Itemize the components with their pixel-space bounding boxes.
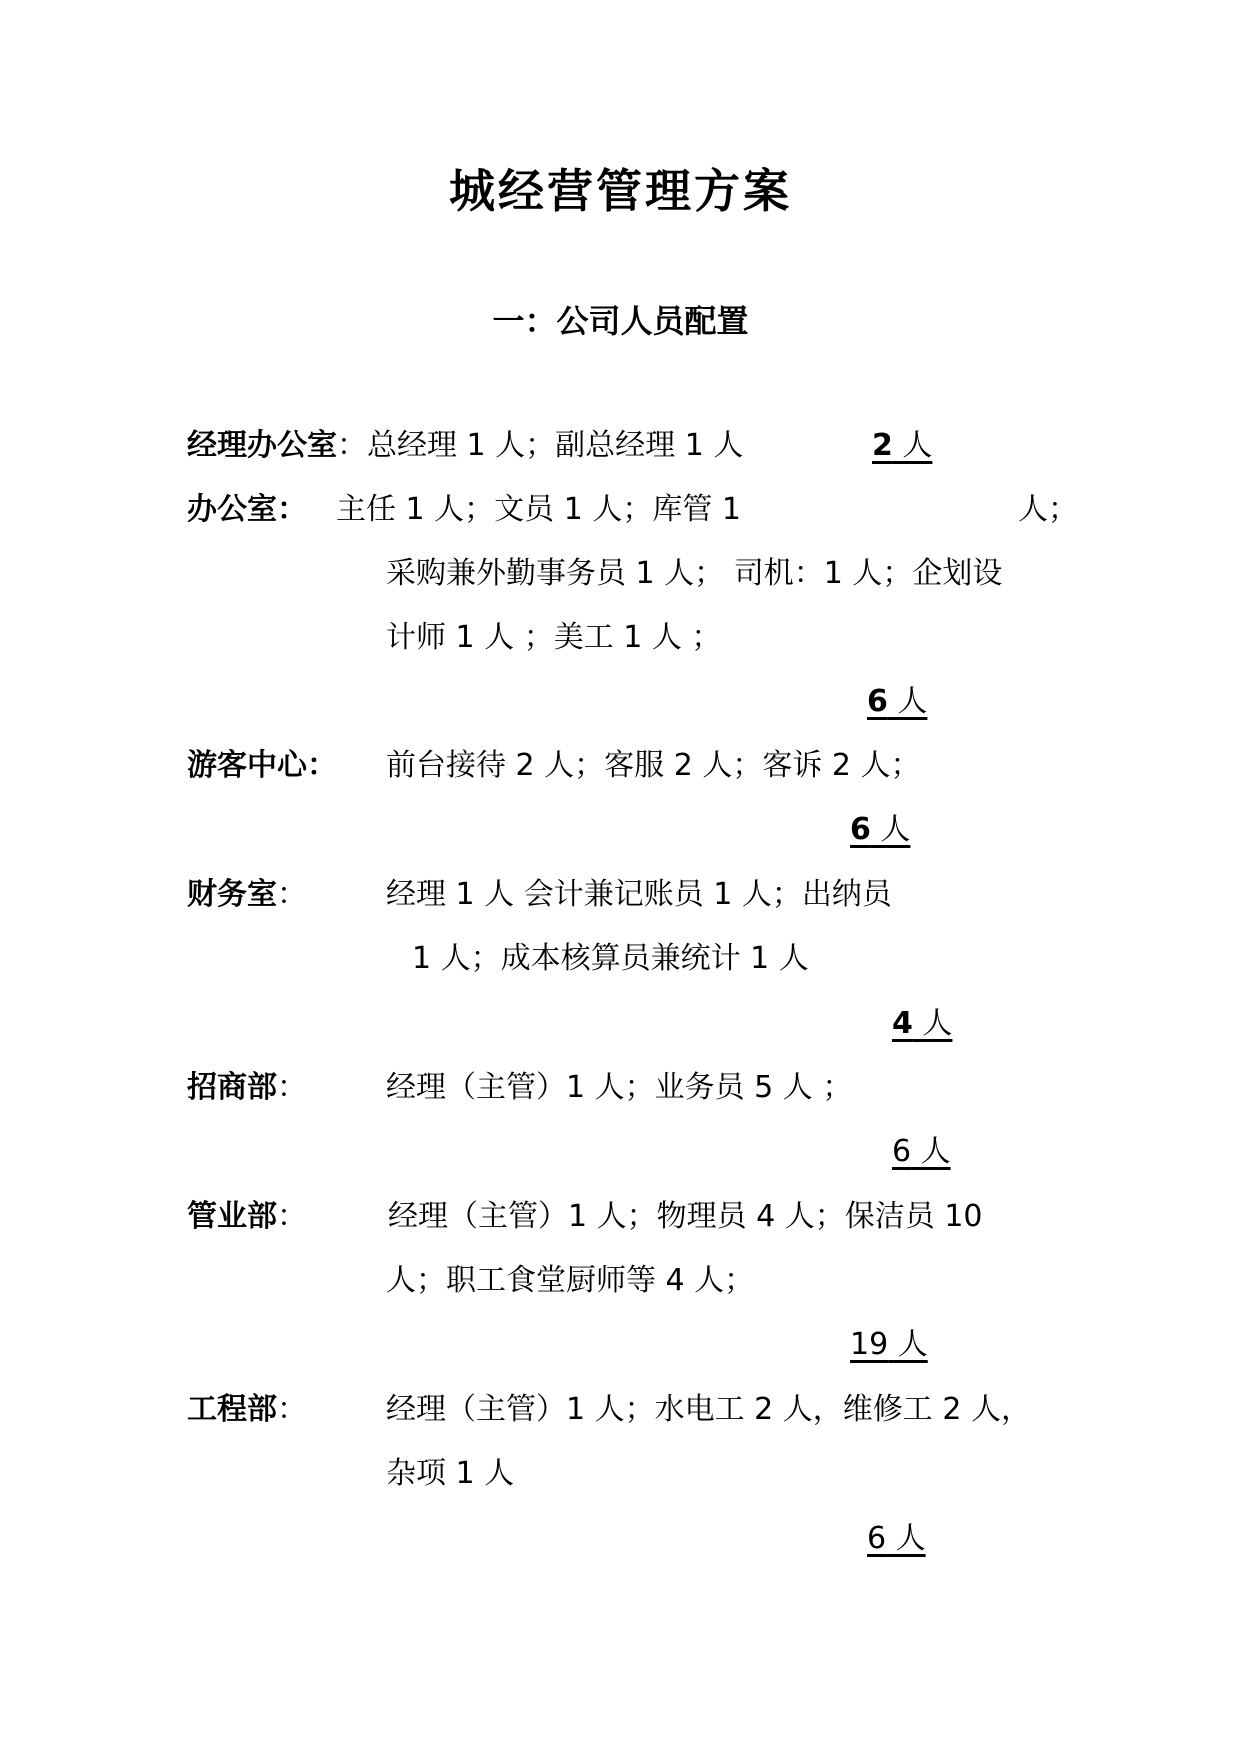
dept-name: 管业部 <box>187 1199 277 1234</box>
dept-name: 游客中心： <box>187 748 337 783</box>
total-unit: 人 <box>911 1134 951 1169</box>
dept-line: 经理（主管）1 人；物理员 4 人；保洁员 10 <box>388 1199 983 1234</box>
total-unit: 人 <box>892 428 933 463</box>
dept-finance <box>187 875 307 915</box>
dept-name: 工程部 <box>187 1392 277 1427</box>
dept-sep: ： <box>277 877 307 912</box>
dept-total <box>892 1004 952 1044</box>
dept-line: 经理（主管）1 人；水电工 2 人，维修工 2 人， <box>386 1392 1031 1427</box>
dept-total <box>867 1519 926 1559</box>
dept-line: 主任 1 人；文员 1 人；库管 1 <box>336 492 741 527</box>
total-unit: 人 <box>870 812 911 847</box>
dept-engineering <box>187 1390 307 1430</box>
dept-total <box>892 1132 951 1172</box>
dept-line: 人； <box>1018 492 1078 527</box>
dept-total <box>872 426 932 466</box>
dept-line: 前台接待 2 人；客服 2 人；客诉 2 人； <box>386 748 921 783</box>
dept-investment <box>187 1068 307 1108</box>
dept-manager-office <box>187 426 743 466</box>
total-unit: 人 <box>886 1521 926 1556</box>
dept-line: 经理（主管）1 人；业务员 5 人 ； <box>386 1070 853 1105</box>
dept-name: 财务室 <box>187 877 277 912</box>
dept-line: 采购兼外勤事务员 1 人； 司机：1 人；企划设 <box>386 556 1003 591</box>
total-num: 6 <box>867 1521 887 1556</box>
total-num: 2 <box>872 428 893 463</box>
dept-sep: ： <box>277 1392 307 1427</box>
dept-sep: ： <box>277 1199 307 1234</box>
dept-name: 经理办公室 <box>187 428 337 463</box>
total-num: 19 <box>850 1327 889 1362</box>
dept-property <box>187 1197 307 1237</box>
total-num: 6 <box>892 1134 912 1169</box>
dept-name: 招商部 <box>187 1070 277 1105</box>
total-unit: 人 <box>912 1006 953 1041</box>
dept-total <box>867 682 927 722</box>
dept-name: 办公室： <box>187 492 307 527</box>
section-title: 一：公司人员配置 <box>492 302 749 340</box>
dept-line: 杂项 1 人 <box>386 1456 515 1491</box>
dept-line: 总经理 1 人；副总经理 1 人 <box>367 428 744 463</box>
dept-line: 计师 1 人 ；美工 1 人 ； <box>386 620 722 655</box>
total-num: 4 <box>892 1006 913 1041</box>
dept-total <box>850 810 910 850</box>
dept-line: 1 人；成本核算员兼统计 1 人 <box>412 941 809 976</box>
total-unit: 人 <box>888 1327 928 1362</box>
total-unit: 人 <box>887 684 928 719</box>
dept-total <box>850 1325 928 1365</box>
dept-line: 经理 1 人 会计兼记账员 1 人；出纳员 <box>386 877 892 912</box>
dept-sep: ： <box>337 428 367 463</box>
dept-sep: ： <box>277 1070 307 1105</box>
total-num: 6 <box>867 684 888 719</box>
total-num: 6 <box>850 812 871 847</box>
document-title: 城经营管理方案 <box>449 164 792 218</box>
dept-line: 人；职工食堂厨师等 4 人； <box>386 1263 755 1298</box>
